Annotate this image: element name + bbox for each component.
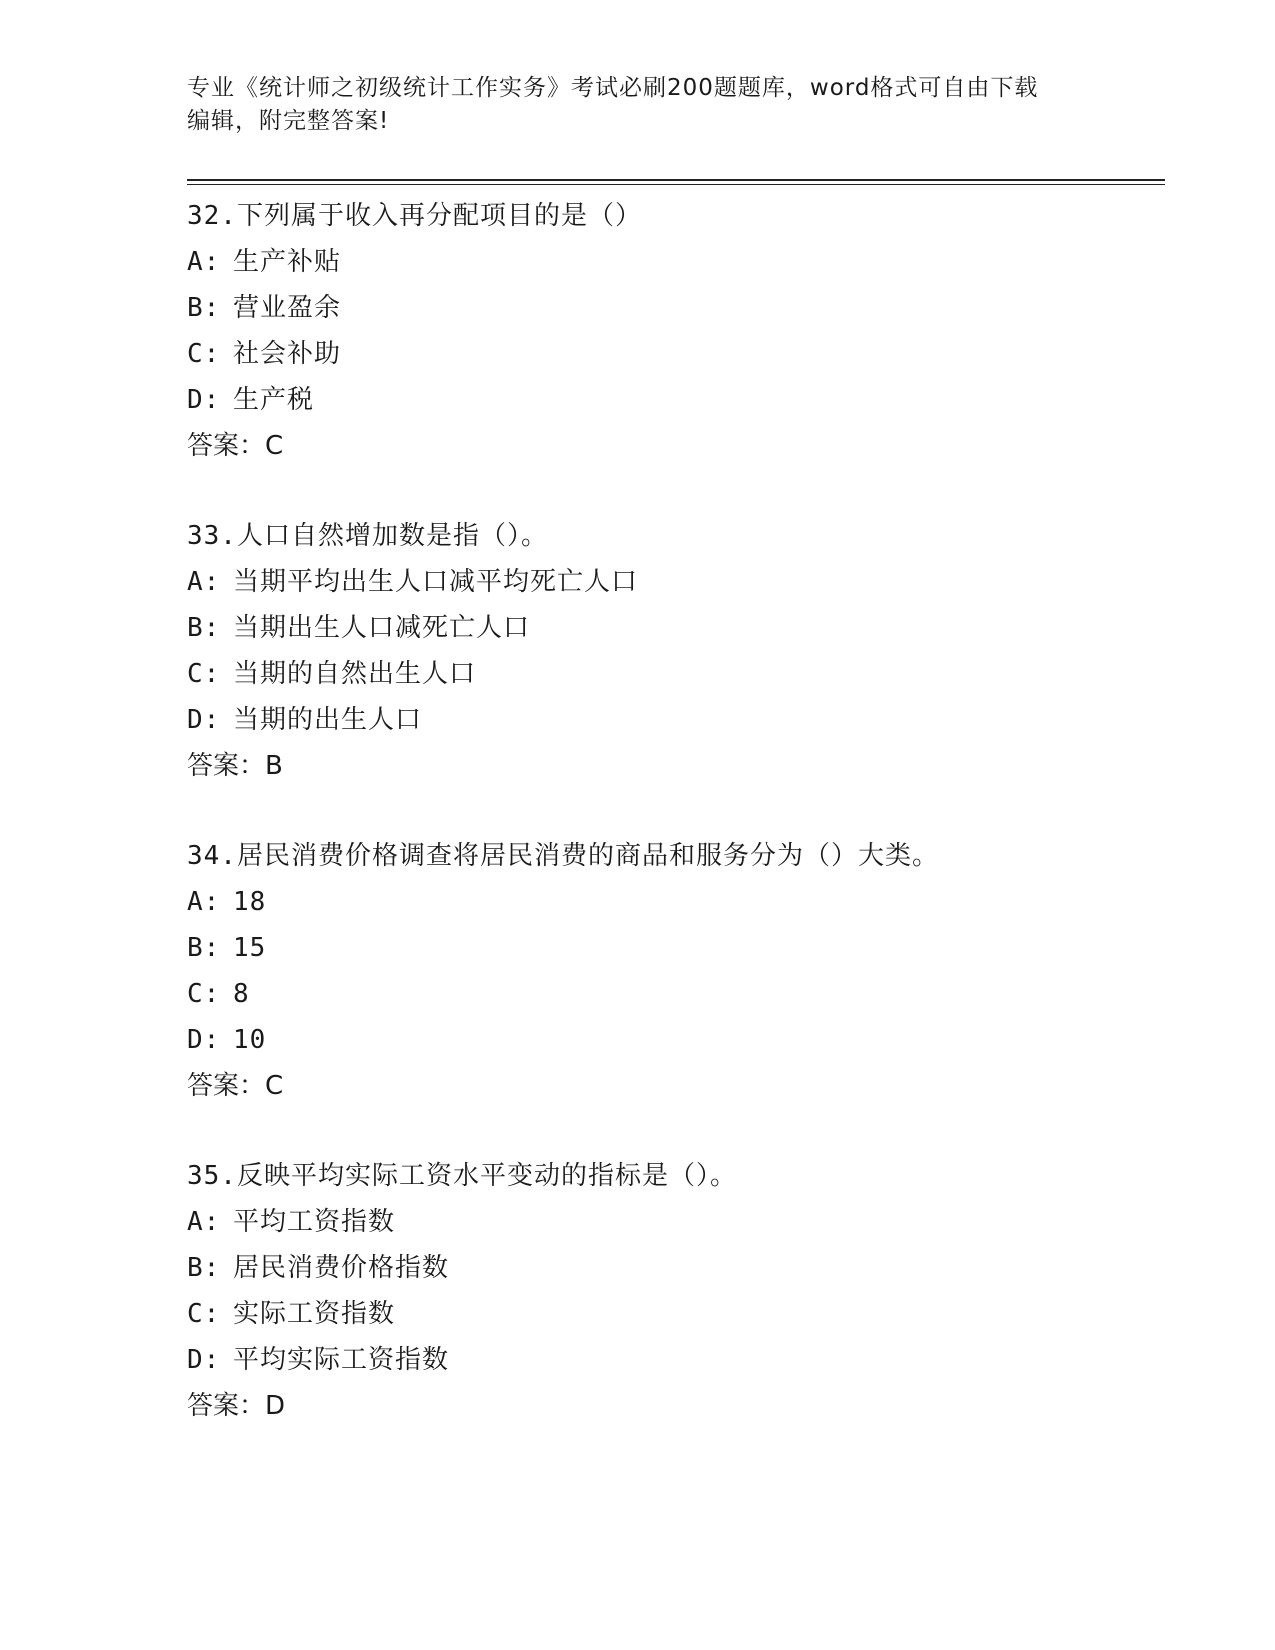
option-text: 18 xyxy=(233,887,267,917)
option-text: 当期的出生人口 xyxy=(233,705,423,735)
document-header xyxy=(187,72,1087,138)
option-b xyxy=(187,925,1167,971)
option-b xyxy=(187,605,1167,651)
question-33 xyxy=(187,513,1167,789)
option-text: 生产税 xyxy=(233,385,315,415)
option-letter: A: xyxy=(187,1207,221,1237)
option-c xyxy=(187,331,1167,377)
question-stem: 35.反映平均实际工资水平变动的指标是（）。 xyxy=(187,1161,737,1191)
option-letter: D: xyxy=(187,1025,221,1055)
option-letter: D: xyxy=(187,705,221,735)
option-text: 实际工资指数 xyxy=(233,1299,396,1329)
option-letter: B: xyxy=(187,293,221,323)
option-a xyxy=(187,559,1167,605)
option-letter: A: xyxy=(187,247,221,277)
option-letter: C: xyxy=(187,1299,221,1329)
answer: 答案：C xyxy=(187,431,284,461)
option-d xyxy=(187,1337,1167,1383)
question-stem: 34.居民消费价格调查将居民消费的商品和服务分为（）大类。 xyxy=(187,841,939,871)
question-stem: 32.下列属于收入再分配项目的是（） xyxy=(187,201,642,231)
option-text: 平均工资指数 xyxy=(233,1207,396,1237)
header-line-2: 编辑，附完整答案! xyxy=(187,108,390,134)
answer: 答案：D xyxy=(187,1391,286,1421)
option-a xyxy=(187,1199,1167,1245)
option-d xyxy=(187,377,1167,423)
question-35 xyxy=(187,1153,1167,1429)
answer: 答案：B xyxy=(187,751,283,781)
option-letter: C: xyxy=(187,979,221,1009)
option-text: 8 xyxy=(233,979,250,1009)
option-letter: B: xyxy=(187,933,221,963)
option-c xyxy=(187,1291,1167,1337)
option-letter: C: xyxy=(187,339,221,369)
question-list xyxy=(187,193,1167,1473)
option-text: 当期平均出生人口减平均死亡人口 xyxy=(233,567,639,597)
option-a xyxy=(187,879,1167,925)
option-text: 居民消费价格指数 xyxy=(233,1253,450,1283)
option-c xyxy=(187,651,1167,697)
option-text: 15 xyxy=(233,933,267,963)
question-stem: 33.人口自然增加数是指（）。 xyxy=(187,521,548,551)
header-divider-thin xyxy=(187,184,1165,185)
option-letter: A: xyxy=(187,887,221,917)
option-c xyxy=(187,971,1167,1017)
option-b xyxy=(187,1245,1167,1291)
option-letter: D: xyxy=(187,385,221,415)
option-b xyxy=(187,285,1167,331)
option-d xyxy=(187,1017,1167,1063)
option-text: 当期的自然出生人口 xyxy=(233,659,477,689)
header-divider-thick xyxy=(187,179,1165,181)
option-d xyxy=(187,697,1167,743)
answer: 答案：C xyxy=(187,1071,284,1101)
option-letter: A: xyxy=(187,567,221,597)
option-text: 社会补助 xyxy=(233,339,342,369)
question-34 xyxy=(187,833,1167,1109)
option-text: 平均实际工资指数 xyxy=(233,1345,450,1375)
option-text: 10 xyxy=(233,1025,267,1055)
option-text: 生产补贴 xyxy=(233,247,342,277)
option-a xyxy=(187,239,1167,285)
question-32 xyxy=(187,193,1167,469)
option-letter: B: xyxy=(187,1253,221,1283)
header-line-1: 专业《统计师之初级统计工作实务》考试必刷200题题库，word格式可自由下载 xyxy=(187,75,1039,101)
option-text: 营业盈余 xyxy=(233,293,342,323)
option-letter: D: xyxy=(187,1345,221,1375)
option-letter: B: xyxy=(187,613,221,643)
option-text: 当期出生人口减死亡人口 xyxy=(233,613,531,643)
option-letter: C: xyxy=(187,659,221,689)
